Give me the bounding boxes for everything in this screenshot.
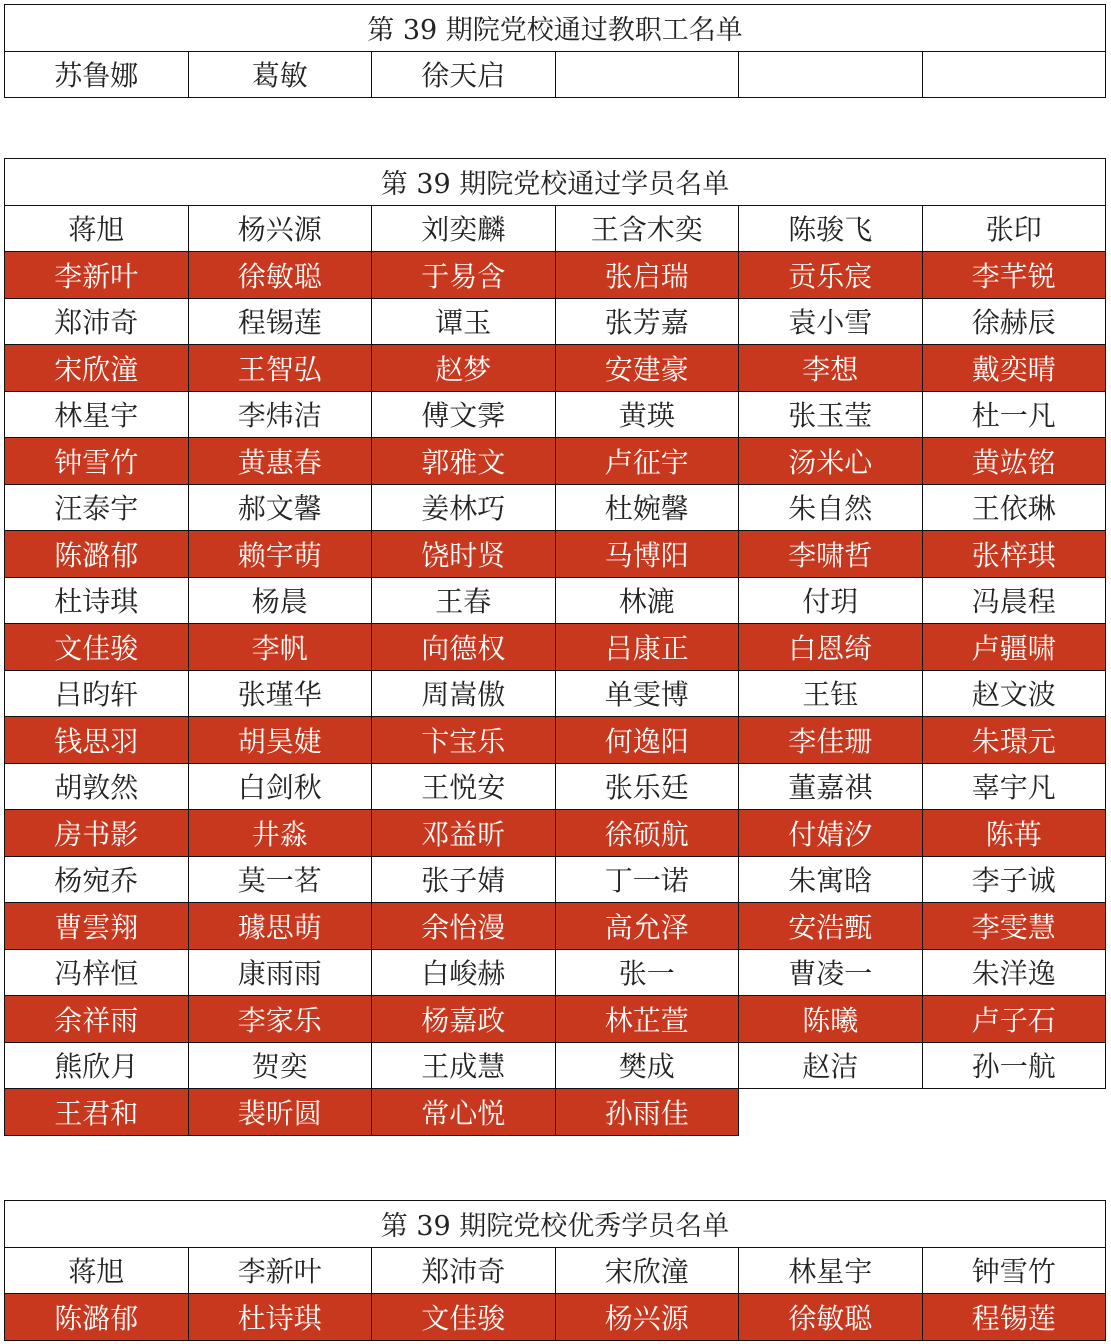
name-cell: 余祥雨 [5,996,189,1043]
name-cell: 曹凌一 [739,949,923,996]
table-row [5,577,1106,624]
name-cell: 李想 [739,345,923,392]
table-row [5,531,1106,578]
staff-list-title: 第 39 期院党校通过教职工名单 [5,5,1106,52]
name-cell: 冯晨程 [922,577,1106,624]
name-cell: 黄瑛 [555,391,739,438]
table-row [5,205,1106,252]
name-cell: 谭玉 [372,298,556,345]
name-cell: 卞宝乐 [372,717,556,764]
name-cell: 朱寓晗 [739,856,923,903]
name-cell: 吕昀轩 [5,670,189,717]
table-row [5,856,1106,903]
name-cell: 余怡漫 [372,903,556,950]
name-cell: 王含木奕 [555,205,739,252]
name-cell: 康雨雨 [188,949,372,996]
name-cell: 吕康正 [555,624,739,671]
name-cell: 杜婉馨 [555,484,739,531]
name-cell: 孙一航 [922,1042,1106,1089]
table-row [5,763,1106,810]
name-cell: 姜林巧 [372,484,556,531]
table-row [5,51,1106,98]
name-cell: 刘奕麟 [372,205,556,252]
name-cell: 王依琳 [922,484,1106,531]
name-cell: 白峻赫 [372,949,556,996]
table-row [5,810,1106,857]
name-cell: 张梓琪 [922,531,1106,578]
name-cell: 高允泽 [555,903,739,950]
name-cell: 张瑾华 [188,670,372,717]
empty-cell [922,51,1106,98]
empty-cell [555,51,739,98]
table-row [5,903,1106,950]
table-row [5,1247,1106,1294]
name-cell: 李炜洁 [188,391,372,438]
name-cell: 李家乐 [188,996,372,1043]
name-cell: 董嘉祺 [739,763,923,810]
name-cell: 陈骏飞 [739,205,923,252]
name-cell: 黄惠春 [188,438,372,485]
students-list-table [4,158,1106,1136]
table-row [5,996,1106,1043]
empty-cell [739,1089,923,1136]
name-cell: 熊欣月 [5,1042,189,1089]
name-cell: 杨宛乔 [5,856,189,903]
name-cell: 朱自然 [739,484,923,531]
name-cell: 王君和 [5,1089,189,1136]
name-cell: 傅文霁 [372,391,556,438]
name-cell: 常心悦 [372,1089,556,1136]
name-cell: 郑沛奇 [372,1247,556,1294]
name-cell: 张乐廷 [555,763,739,810]
name-cell: 冯梓恒 [5,949,189,996]
name-cell: 王智弘 [188,345,372,392]
name-cell: 于易含 [372,252,556,299]
name-cell: 樊成 [555,1042,739,1089]
name-cell: 程锡莲 [922,1294,1106,1341]
excellent-list-table [4,1200,1106,1341]
excellent-list-title: 第 39 期院党校优秀学员名单 [5,1201,1106,1248]
name-cell: 贺奕 [188,1042,372,1089]
name-cell: 何逸阳 [555,717,739,764]
name-cell: 李芊锐 [922,252,1106,299]
name-cell: 贡乐宸 [739,252,923,299]
table-row [5,484,1106,531]
name-cell: 程锡莲 [188,298,372,345]
name-cell: 杨兴源 [188,205,372,252]
name-cell: 张子婧 [372,856,556,903]
name-cell: 蒋旭 [5,1247,189,1294]
name-cell: 李啸哲 [739,531,923,578]
name-cell: 杜诗琪 [5,577,189,624]
name-cell: 白剑秋 [188,763,372,810]
name-cell: 辜宇凡 [922,763,1106,810]
name-cell: 李新叶 [5,252,189,299]
name-cell: 王悦安 [372,763,556,810]
name-cell: 杜诗琪 [188,1294,372,1341]
name-cell: 卢子石 [922,996,1106,1043]
name-cell: 张印 [922,205,1106,252]
name-cell: 杨嘉政 [372,996,556,1043]
name-cell: 王成慧 [372,1042,556,1089]
name-cell: 杜一凡 [922,391,1106,438]
empty-cell [922,1089,1106,1136]
table-row [5,391,1106,438]
name-cell: 徐赫辰 [922,298,1106,345]
name-cell: 胡敦然 [5,763,189,810]
students-list-title: 第 39 期院党校通过学员名单 [5,159,1106,206]
name-cell: 赵梦 [372,345,556,392]
name-cell: 白恩绮 [739,624,923,671]
table-row [5,717,1106,764]
name-cell: 袁小雪 [739,298,923,345]
name-cell: 赵洁 [739,1042,923,1089]
name-cell: 朱璟元 [922,717,1106,764]
name-cell: 文佳骏 [372,1294,556,1341]
name-cell: 胡昊婕 [188,717,372,764]
name-cell: 宋欣潼 [5,345,189,392]
name-cell: 井淼 [188,810,372,857]
name-cell: 陈苒 [922,810,1106,857]
name-cell: 李新叶 [188,1247,372,1294]
name-cell: 丁一诺 [555,856,739,903]
name-cell: 葛敏 [188,51,372,98]
name-cell: 邓益昕 [372,810,556,857]
name-cell: 林星宇 [5,391,189,438]
table-row [5,670,1106,717]
name-cell: 郭雅文 [372,438,556,485]
table-row [5,1042,1106,1089]
name-cell: 安建豪 [555,345,739,392]
name-cell: 陈曦 [739,996,923,1043]
name-cell: 陈潞郁 [5,531,189,578]
name-cell: 郝文馨 [188,484,372,531]
staff-list-table [4,4,1106,98]
name-cell: 钟雪竹 [5,438,189,485]
name-cell: 卢疆啸 [922,624,1106,671]
name-cell: 赖宇萌 [188,531,372,578]
name-cell: 林星宇 [739,1247,923,1294]
table-row [5,1294,1106,1341]
table-row [5,438,1106,485]
name-cell: 陈潞郁 [5,1294,189,1341]
name-cell: 向德权 [372,624,556,671]
name-cell: 徐硕航 [555,810,739,857]
name-cell: 李雯慧 [922,903,1106,950]
name-cell: 李帆 [188,624,372,671]
name-cell: 林漉 [555,577,739,624]
name-cell: 王春 [372,577,556,624]
name-cell: 安浩甄 [739,903,923,950]
name-cell: 房书影 [5,810,189,857]
name-cell: 徐敏聪 [739,1294,923,1341]
name-cell: 卢征宇 [555,438,739,485]
name-cell: 苏鲁娜 [5,51,189,98]
name-cell: 张一 [555,949,739,996]
name-cell: 张玉莹 [739,391,923,438]
table-row [5,1089,1106,1136]
name-cell: 杨晨 [188,577,372,624]
name-cell: 裴昕圆 [188,1089,372,1136]
name-cell: 宋欣潼 [555,1247,739,1294]
table-row [5,252,1106,299]
name-cell: 蒋旭 [5,205,189,252]
table-row [5,949,1106,996]
name-cell: 汤米心 [739,438,923,485]
name-cell: 郑沛奇 [5,298,189,345]
name-cell: 付玥 [739,577,923,624]
name-cell: 林芷萱 [555,996,739,1043]
name-cell: 张启瑞 [555,252,739,299]
name-cell: 李佳珊 [739,717,923,764]
name-cell: 曹雲翔 [5,903,189,950]
name-cell: 莫一茗 [188,856,372,903]
name-cell: 张芳嘉 [555,298,739,345]
name-cell: 李子诚 [922,856,1106,903]
name-cell: 璩思萌 [188,903,372,950]
name-cell: 饶时贤 [372,531,556,578]
name-cell: 钟雪竹 [922,1247,1106,1294]
name-cell: 王钰 [739,670,923,717]
name-cell: 汪泰宇 [5,484,189,531]
name-cell: 朱洋逸 [922,949,1106,996]
name-cell: 徐敏聪 [188,252,372,299]
name-cell: 赵文波 [922,670,1106,717]
table-row [5,298,1106,345]
name-cell: 钱思羽 [5,717,189,764]
table-row [5,345,1106,392]
name-cell: 单雯博 [555,670,739,717]
name-cell: 文佳骏 [5,624,189,671]
table-row [5,624,1106,671]
name-cell: 杨兴源 [555,1294,739,1341]
name-cell: 马博阳 [555,531,739,578]
name-cell: 黄竑铭 [922,438,1106,485]
name-cell: 徐天启 [372,51,556,98]
empty-cell [739,51,923,98]
name-cell: 孙雨佳 [555,1089,739,1136]
name-cell: 付婧汐 [739,810,923,857]
name-cell: 周嵩傲 [372,670,556,717]
name-cell: 戴奕晴 [922,345,1106,392]
